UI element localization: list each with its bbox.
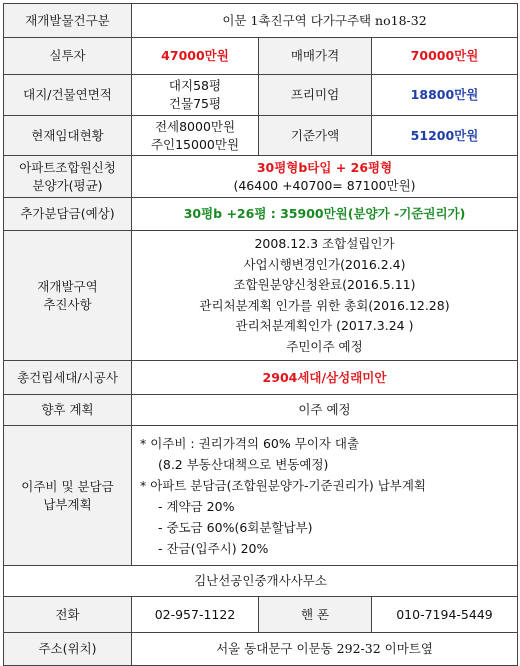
relocation-label-line1: 이주비 및 분담금	[21, 478, 114, 494]
row-households	[4, 361, 518, 395]
sale-price-value: 70000만원	[372, 38, 518, 75]
base-value-value: 51200만원	[372, 116, 518, 156]
row-extra-charge	[4, 198, 518, 231]
sale-price-label: 매매가격	[259, 38, 372, 75]
relocation-label	[4, 426, 132, 566]
address-label: 주소(위치)	[4, 633, 132, 666]
apt-price-value	[132, 156, 518, 198]
apt-price-label	[4, 156, 132, 198]
balance-line: - 잔금(입주시) 20%	[158, 540, 269, 556]
future-plan-label: 향후 계획	[4, 395, 132, 426]
progress-item: 2008.12.3 조합설립인가	[254, 236, 395, 251]
future-plan-value: 이주 예정	[132, 395, 518, 426]
row-address	[4, 633, 518, 666]
progress-label-line1: 재개발구역	[37, 278, 98, 294]
phone-label: 전화	[4, 597, 132, 633]
relocation-label-line2: 납부계획	[43, 496, 92, 512]
households-value: 2904세대/삼성래미안	[132, 361, 518, 395]
apt-sum-line: (46400 +40700= 87100만원)	[233, 177, 416, 193]
property-info-table	[3, 3, 518, 666]
address-value: 서울 동대문구 이문동 292-32 이마트옆	[132, 633, 518, 666]
row-office	[4, 566, 518, 597]
land-area-line: 대지58평	[168, 78, 222, 93]
mobile-value: 010-7194-5449	[372, 597, 518, 633]
land-area-value	[132, 75, 259, 116]
base-value-label: 기준가액	[259, 116, 372, 156]
interim-line: - 중도금 60%(6회분할납부)	[158, 519, 313, 535]
payment-plan-line: * 아파트 분담금(조합원분양가-기준권리가) 납부계획	[140, 477, 427, 493]
office-name: 김난선공인중개사사무소	[4, 566, 518, 597]
deposit-line: - 계약금 20%	[158, 498, 235, 514]
row-future-plan	[4, 395, 518, 426]
row-progress	[4, 231, 518, 361]
property-type-label: 재개발물건구분	[4, 4, 132, 38]
row-contact	[4, 597, 518, 633]
progress-item: 관리처분계획인가 (2017.3.24 )	[235, 318, 414, 333]
apt-price-label-line1: 아파트조합원신청	[19, 159, 116, 175]
apt-price-label-line2: 분양가(평균)	[32, 177, 103, 193]
premium-value: 18800만원	[372, 75, 518, 116]
lease-status-label: 현재임대현황	[4, 116, 132, 156]
progress-label-line2: 추진사항	[43, 296, 92, 312]
extra-charge-value: 30평b +26평 : 35900만원(분양가 -기준권리가)	[132, 198, 518, 231]
property-type-value: 이문 1촉진구역 다가구주택 no18-32	[132, 4, 518, 38]
owner-line: 주인15000만원	[150, 136, 240, 152]
progress-item: 주민이주 예정	[286, 338, 363, 354]
row-lease	[4, 116, 518, 156]
row-title	[4, 4, 518, 38]
relocation-loan-line: * 이주비 : 권리가격의 60% 무이자 대출	[140, 435, 360, 451]
row-relocation	[4, 426, 518, 566]
phone-value: 02-957-1122	[132, 597, 259, 633]
households-label: 총건립세대/시공사	[4, 361, 132, 395]
progress-list	[132, 231, 518, 361]
progress-item: 사업시행변경인가(2016.2.4)	[243, 256, 406, 272]
row-investment	[4, 38, 518, 75]
row-land	[4, 75, 518, 116]
row-apartment	[4, 156, 518, 198]
apt-type-line: 30평형b타입 + 26평형	[256, 159, 393, 175]
relocation-plan	[132, 426, 518, 566]
extra-charge-label: 추가분담금(예상)	[4, 198, 132, 231]
progress-item: 관리처분계획 인가를 위한 총회(2016.12.28)	[199, 297, 450, 313]
progress-item: 조합원분양신청완료(2016.5.11)	[233, 277, 416, 292]
lease-status-value	[132, 116, 259, 156]
lease-deposit-line: 전세8000만원	[154, 118, 236, 134]
progress-label	[4, 231, 132, 361]
investment-value: 47000만원	[132, 38, 259, 75]
investment-label: 실투자	[4, 38, 132, 75]
premium-label: 프리미엄	[259, 75, 372, 116]
relocation-note-line: (8.2 부동산대책으로 변동예정)	[158, 456, 329, 472]
building-area-line: 건물75평	[168, 96, 222, 111]
land-area-label: 대지/건물연면적	[4, 75, 132, 116]
mobile-label: 핸 폰	[259, 597, 372, 633]
